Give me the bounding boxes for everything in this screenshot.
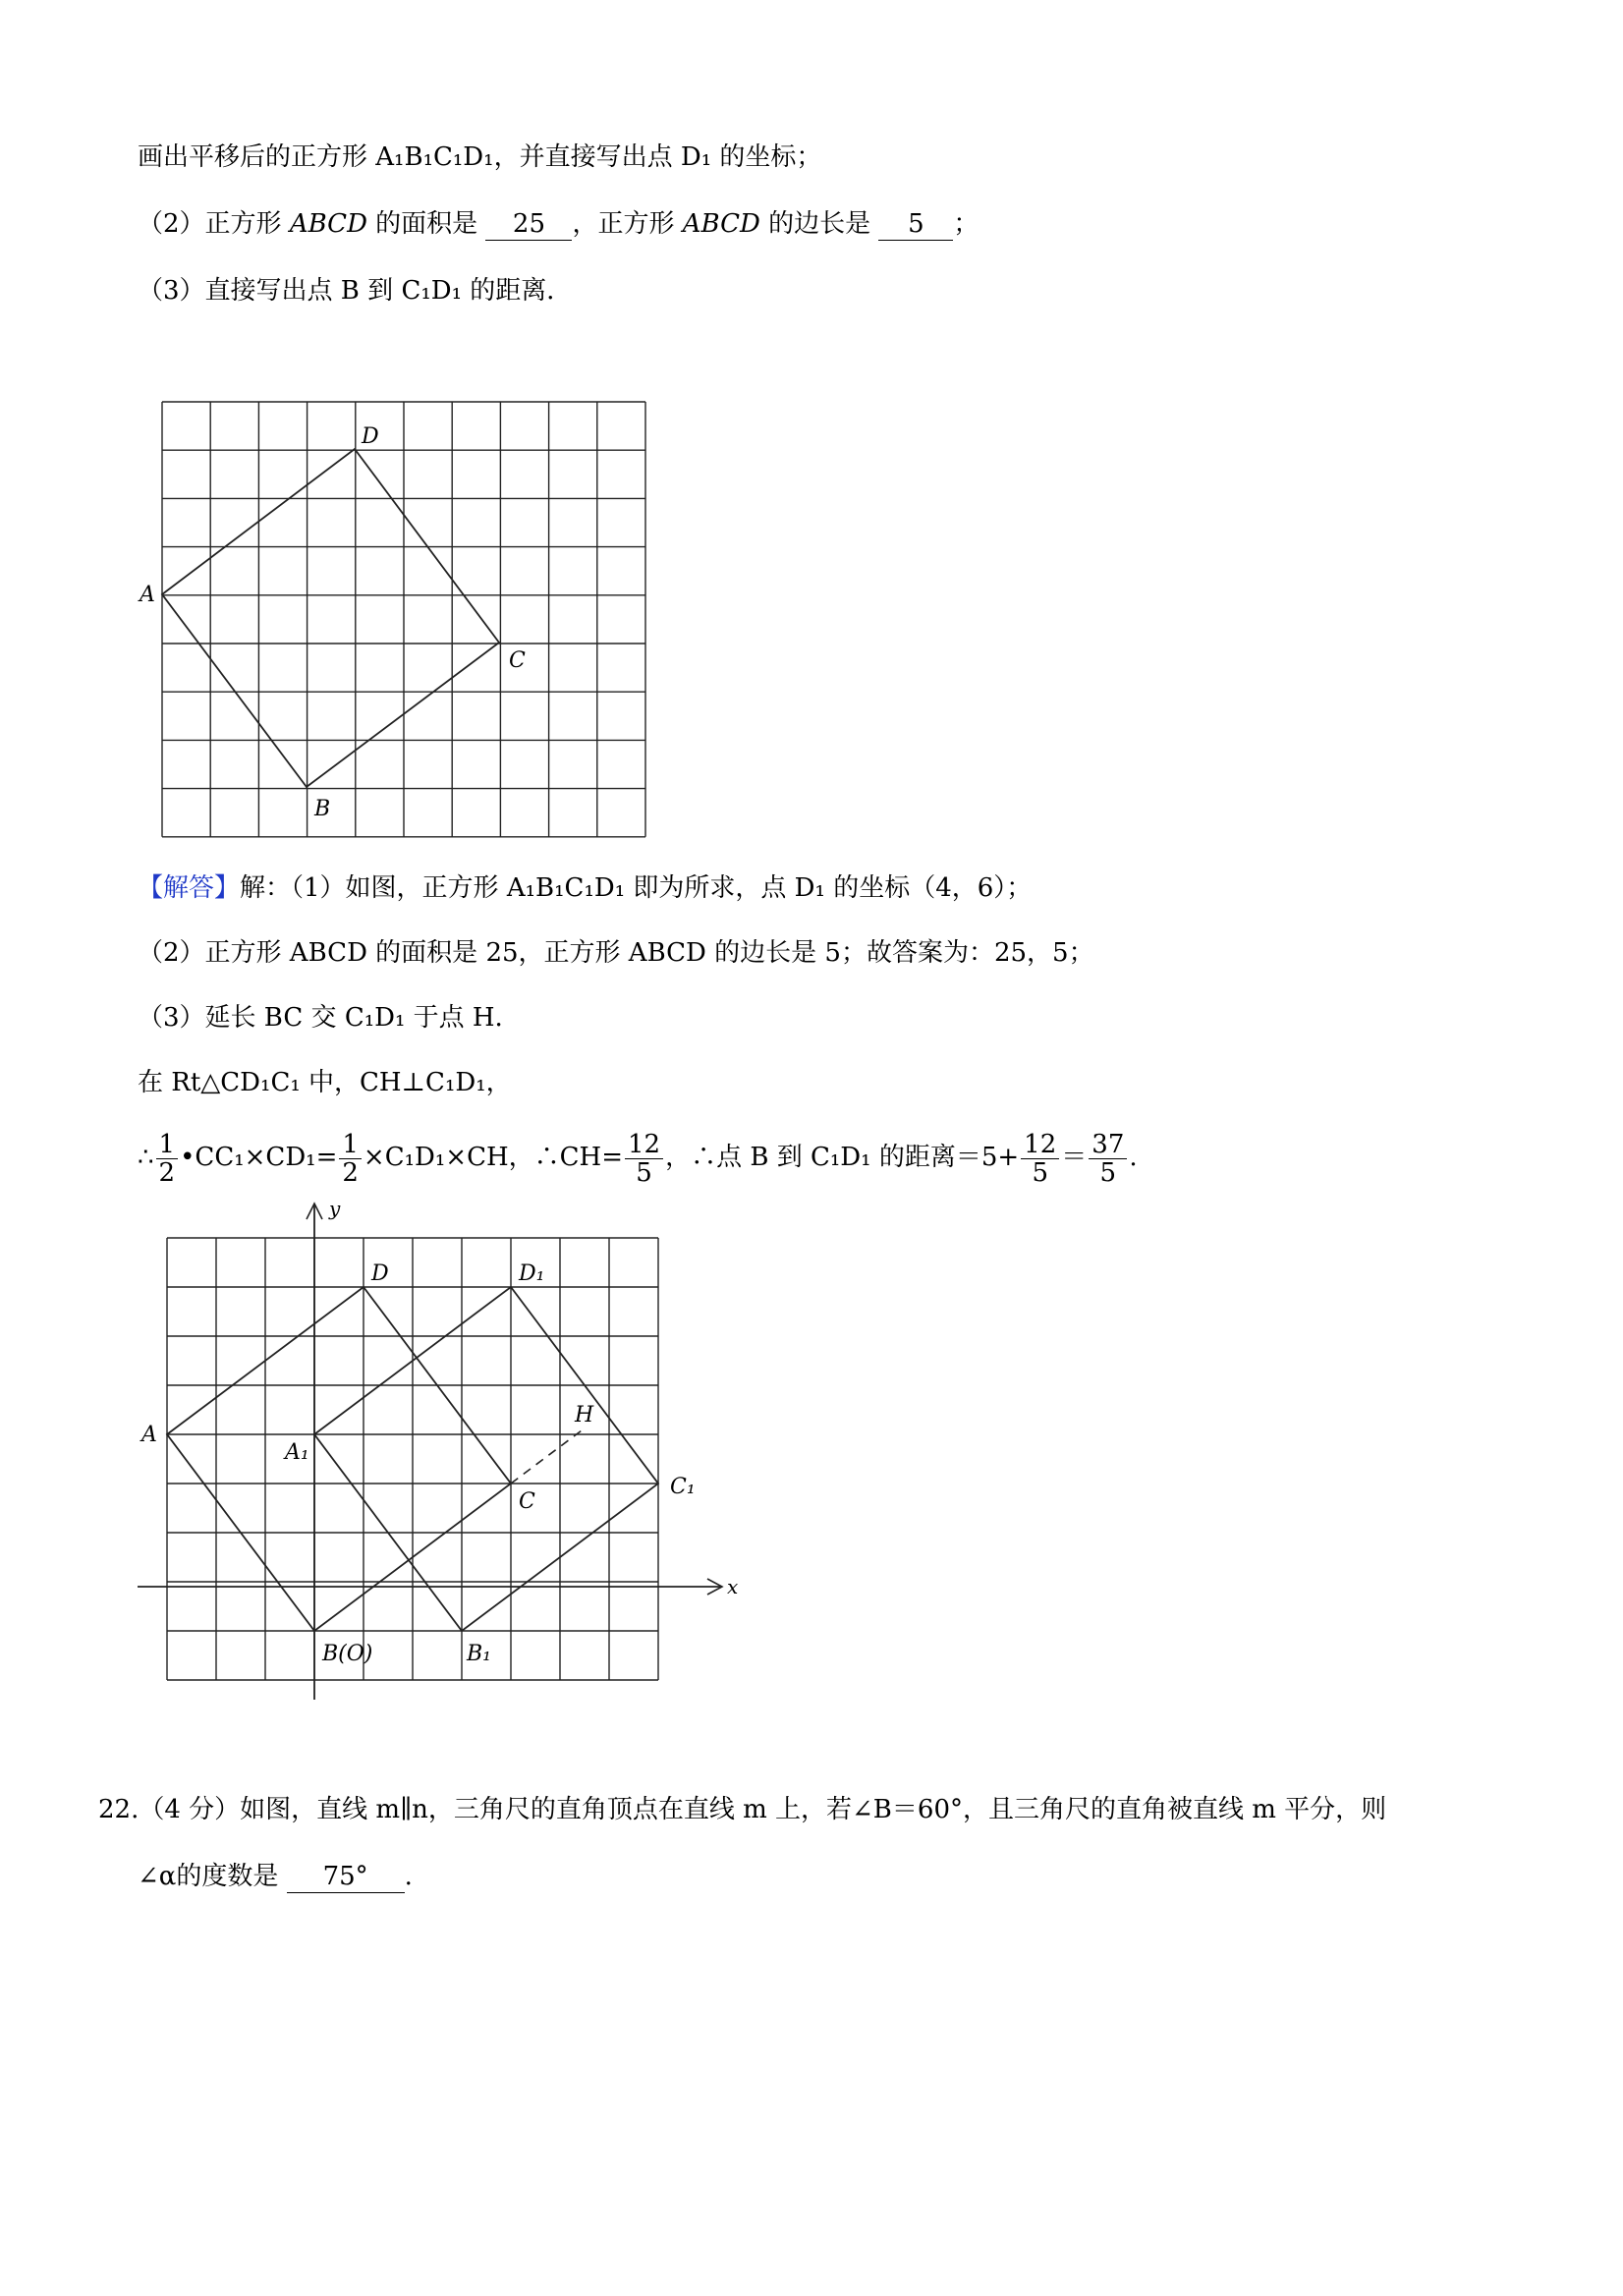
label-a: A — [141, 1423, 157, 1447]
q21-part3: （3）直接写出点 B 到 C₁D₁ 的距离． — [138, 276, 573, 306]
label-h: H — [575, 1403, 594, 1428]
answer-tag: 【解答】 — [138, 873, 241, 903]
answer-line-4: 在 Rt△CD₁C₁ 中，CH⊥C₁D₁， — [138, 1068, 512, 1097]
fraction: $\frac{37}{5}$ — [1089, 1131, 1127, 1187]
square-abcd — [167, 1287, 511, 1631]
label-x: x — [727, 1575, 739, 1598]
fraction: $\frac{12}{5}$ — [625, 1131, 663, 1187]
label-b: B — [314, 797, 331, 821]
answer-line-2: （2）正方形 ABCD 的面积是 25，正方形 ABCD 的边长是 5；故答案为：25，5； — [138, 938, 1094, 968]
label-d: D — [362, 424, 379, 449]
label-d: D — [371, 1261, 389, 1286]
label-d1: D₁ — [519, 1261, 545, 1286]
label-a: A — [140, 583, 155, 607]
fraction: $\frac{1}{2}$ — [339, 1131, 362, 1187]
label-c: C — [509, 648, 526, 673]
figure-2-coordinate-grid — [128, 1194, 756, 1714]
area-answer: 25 — [485, 208, 572, 241]
label-c: C — [519, 1489, 535, 1514]
dashed-line-ch — [511, 1430, 582, 1484]
answer-line-5: ∴ $\frac{1}{2}$ •CC₁×CD₁= $\frac{1}{2}$ ×C₁D₁×CH，∴CH= $\frac{12}{5}$ ，∴点 B 到 C₁D₁ 的距离＝5+ $\frac{12}{5}$ ＝ $\frac{37}{5}$ . — [138, 1129, 1138, 1188]
q22-line-2: ∠α的度数是 75° . — [138, 1862, 413, 1891]
label-b1: B₁ — [467, 1642, 491, 1666]
fraction: $\frac{1}{2}$ — [156, 1131, 179, 1187]
answer-line-3: （3）延长 BC 交 C₁D₁ 于点 H． — [138, 1003, 521, 1033]
square-abcd — [162, 449, 499, 787]
q21-intro: 画出平移后的正方形 A₁B₁C₁D₁，并直接写出点 D₁ 的坐标； — [138, 142, 822, 172]
label-a1: A₁ — [285, 1440, 309, 1465]
label-b-origin: B(O) — [322, 1642, 373, 1666]
side-answer: 5 — [878, 208, 953, 241]
label-c1: C₁ — [670, 1475, 696, 1499]
label-y: y — [329, 1197, 341, 1220]
angle-answer: 75° — [287, 1861, 405, 1893]
answer-line-1: 【解答】解：（1）如图，正方形 A₁B₁C₁D₁ 即为所求，点 D₁ 的坐标（4，6）； — [138, 873, 1033, 903]
q22-line-1: 22.（4 分）如图，直线 m∥n，三角尺的直角顶点在直线 m 上，若∠B＝60°，且三角尺的直角被直线 m 平分，则 — [98, 1795, 1387, 1824]
fraction: $\frac{12}{5}$ — [1021, 1131, 1059, 1187]
q21-part2: （2）正方形 ABCD 的面积是 25 ，正方形 ABCD 的边长是 5 ； — [138, 209, 979, 239]
square-a1b1c1d1 — [314, 1287, 658, 1631]
figure-1-grid-square — [128, 388, 658, 860]
